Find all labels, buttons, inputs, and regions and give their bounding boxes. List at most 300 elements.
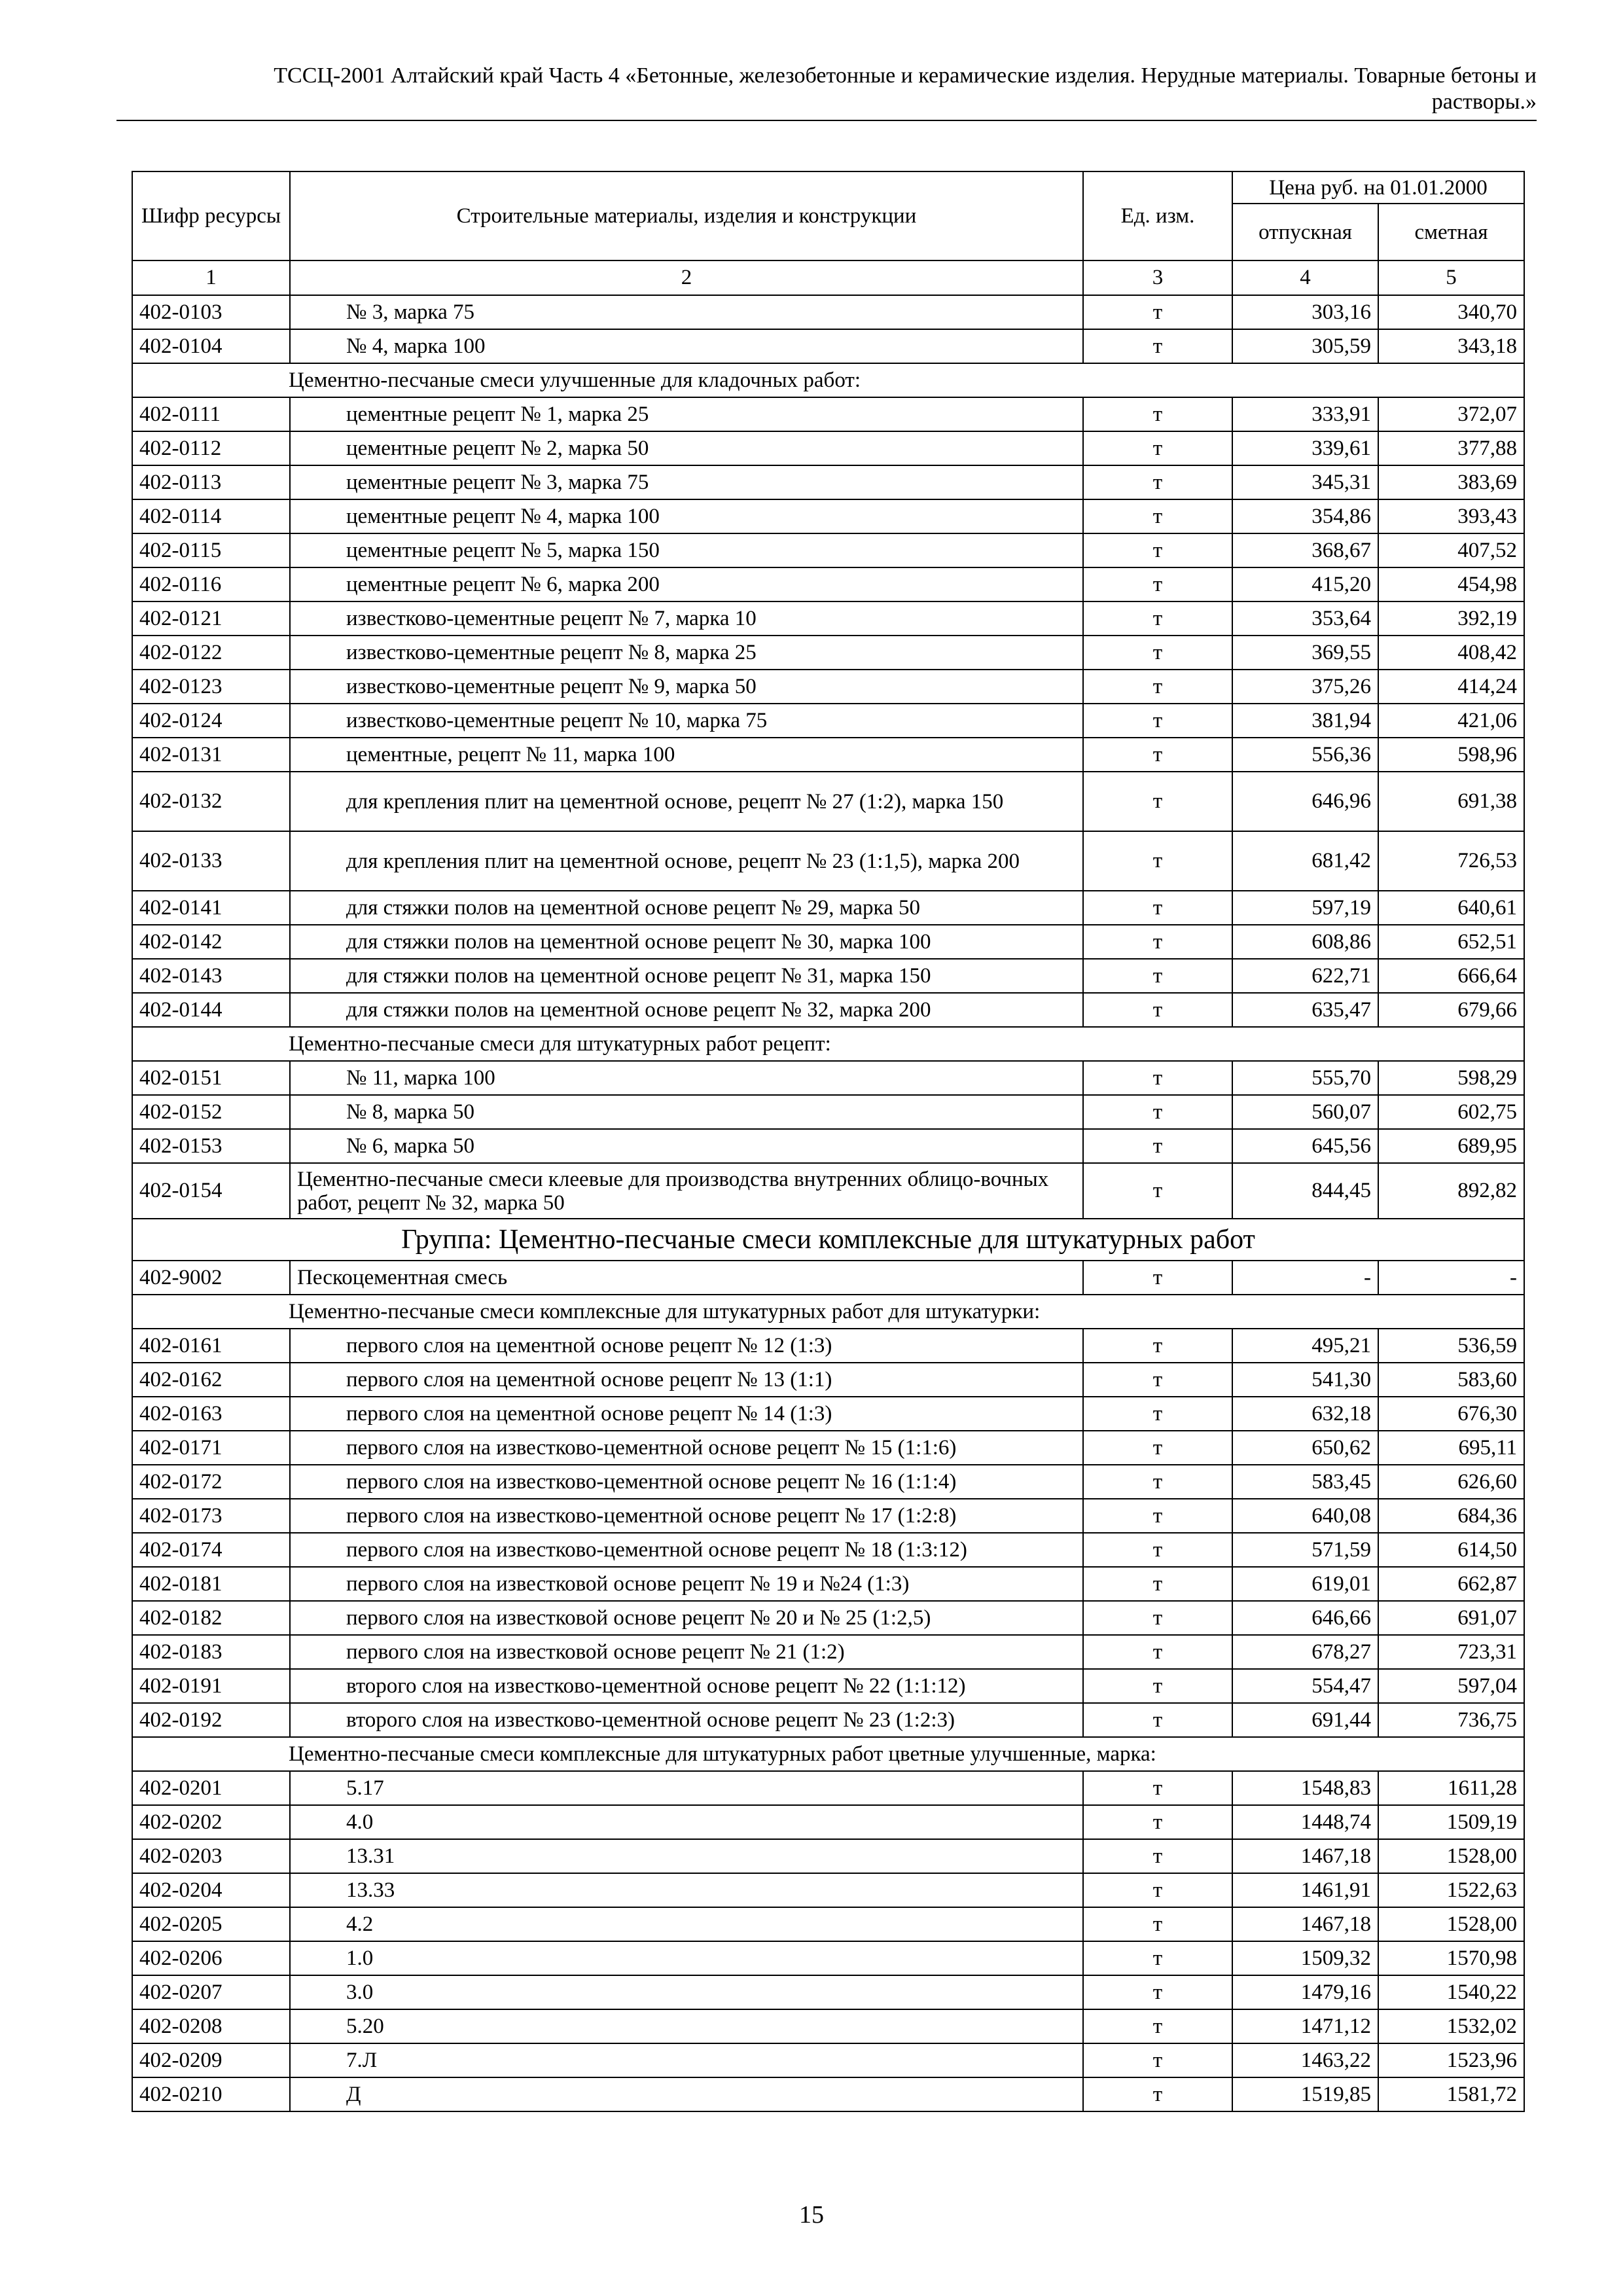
resource-code: 402-0174 — [132, 1533, 290, 1567]
price-release: 619,01 — [1232, 1567, 1378, 1601]
table-row — [132, 636, 1524, 670]
price-estimate: 626,60 — [1378, 1465, 1524, 1499]
price-release: 541,30 — [1232, 1363, 1378, 1397]
section-cell — [132, 1295, 1524, 1329]
unit: т — [1083, 567, 1232, 601]
material-name-text: Д — [346, 2083, 361, 2106]
material-name-text: цементные рецепт № 6, марка 200 — [346, 573, 660, 596]
price-estimate: 1528,00 — [1378, 1907, 1524, 1941]
unit: т — [1083, 1061, 1232, 1095]
price-estimate: 666,64 — [1378, 959, 1524, 993]
price-table — [132, 171, 1525, 2112]
col-number: 2 — [290, 260, 1083, 295]
price-release: 1509,32 — [1232, 1941, 1378, 1975]
table-row — [132, 1533, 1524, 1567]
price-estimate: 652,51 — [1378, 925, 1524, 959]
material-name-text: первого слоя на известковой основе рецепт № 21 (1:2) — [346, 1640, 845, 1664]
table-row — [132, 993, 1524, 1027]
resource-code: 402-0111 — [132, 397, 290, 431]
table-row — [132, 1095, 1524, 1129]
price-estimate: - — [1378, 1261, 1524, 1295]
resource-code: 402-0143 — [132, 959, 290, 993]
table-row — [132, 1669, 1524, 1703]
material-name — [290, 1669, 1083, 1703]
section-row — [132, 363, 1524, 397]
table-row — [132, 2043, 1524, 2077]
unit: т — [1083, 1873, 1232, 1907]
material-name — [290, 704, 1083, 738]
unit: т — [1083, 993, 1232, 1027]
price-release: 691,44 — [1232, 1703, 1378, 1737]
table-row — [132, 1805, 1524, 1839]
table-row — [132, 397, 1524, 431]
table-row — [132, 831, 1524, 891]
price-estimate: 736,75 — [1378, 1703, 1524, 1737]
price-release: 1461,91 — [1232, 1873, 1378, 1907]
unit: т — [1083, 2077, 1232, 2111]
material-name-text: известково-цементные рецепт № 7, марка 10 — [346, 607, 757, 630]
col-number: 3 — [1083, 260, 1232, 295]
table-row — [132, 1635, 1524, 1669]
material-name-text: второго слоя на известково-цементной основе рецепт № 22 (1:1:12) — [346, 1674, 966, 1698]
table-row — [132, 1363, 1524, 1397]
table-row — [132, 1703, 1524, 1737]
price-estimate: 340,70 — [1378, 295, 1524, 329]
material-name-text: первого слоя на известково-цементной основе рецепт № 17 (1:2:8) — [346, 1504, 957, 1528]
material-name — [290, 959, 1083, 993]
header-line-1: ТССЦ-2001 Алтайский край Часть 4 «Бетонные, железобетонные и керамические изделия. Нерудные материалы. Товарные бетоны и — [274, 63, 1537, 88]
material-name-text: для крепления плит на цементной основе, рецепт № 23 (1:1,5), марка 200 — [346, 849, 1020, 873]
price-release: 597,19 — [1232, 891, 1378, 925]
unit: т — [1083, 533, 1232, 567]
section-title: Цементно-песчаные смеси комплексные для штукатурных работ для штукатурки: — [289, 1299, 1041, 1323]
resource-code: 402-0114 — [132, 499, 290, 533]
resource-code: 402-0104 — [132, 329, 290, 363]
section-cell — [132, 363, 1524, 397]
material-name-text: 3.0 — [346, 1981, 374, 2004]
table-row — [132, 1567, 1524, 1601]
price-release: 571,59 — [1232, 1533, 1378, 1567]
material-name — [290, 670, 1083, 704]
table-row — [132, 1771, 1524, 1805]
section-title: Цементно-песчаные смеси комплексные для штукатурных работ цветные улучшенные, марка: — [289, 1742, 1156, 1766]
price-release: 381,94 — [1232, 704, 1378, 738]
material-name-text: первого слоя на известковой основе рецепт № 19 и №24 (1:3) — [346, 1572, 910, 1596]
material-name — [290, 1499, 1083, 1533]
resource-code: 402-0206 — [132, 1941, 290, 1975]
material-name-text: Цементно-песчаные смеси клеевые для производства внутренних облицо-вочных работ, рецепт № 32, марка 50 — [297, 1167, 1049, 1215]
price-release: 1467,18 — [1232, 1907, 1378, 1941]
table-row — [132, 1601, 1524, 1635]
material-name — [290, 1329, 1083, 1363]
table-body — [132, 295, 1524, 2111]
material-name-text: цементные рецепт № 4, марка 100 — [346, 505, 660, 528]
material-name — [290, 533, 1083, 567]
unit: т — [1083, 1163, 1232, 1219]
price-estimate: 676,30 — [1378, 1397, 1524, 1431]
table-row — [132, 1839, 1524, 1873]
table-row — [132, 959, 1524, 993]
price-estimate: 597,04 — [1378, 1669, 1524, 1703]
resource-code: 402-0103 — [132, 295, 290, 329]
price-release: 303,16 — [1232, 295, 1378, 329]
material-name-text: цементные рецепт № 2, марка 50 — [346, 437, 649, 460]
unit: т — [1083, 1567, 1232, 1601]
section-title: Цементно-песчаные смеси для штукатурных работ рецепт: — [289, 1031, 831, 1056]
header-code: Шифр ресурсы — [132, 171, 290, 260]
unit: т — [1083, 1465, 1232, 1499]
table-row — [132, 431, 1524, 465]
material-name-text: 5.20 — [346, 2015, 384, 2038]
price-estimate: 343,18 — [1378, 329, 1524, 363]
header-unit: Ед. изм. — [1083, 171, 1232, 260]
unit: т — [1083, 601, 1232, 636]
price-estimate: 1528,00 — [1378, 1839, 1524, 1873]
price-release: 339,61 — [1232, 431, 1378, 465]
price-estimate: 602,75 — [1378, 1095, 1524, 1129]
header-rule — [116, 120, 1537, 121]
table-row — [132, 1261, 1524, 1295]
resource-code: 402-0204 — [132, 1873, 290, 1907]
material-name — [290, 1941, 1083, 1975]
price-estimate: 892,82 — [1378, 1163, 1524, 1219]
unit: т — [1083, 1975, 1232, 2009]
resource-code: 402-0112 — [132, 431, 290, 465]
material-name — [290, 499, 1083, 533]
material-name — [290, 1873, 1083, 1907]
material-name — [290, 2009, 1083, 2043]
price-estimate: 536,59 — [1378, 1329, 1524, 1363]
unit: т — [1083, 772, 1232, 831]
material-name — [290, 1261, 1083, 1295]
material-name — [290, 993, 1083, 1027]
price-estimate: 679,66 — [1378, 993, 1524, 1027]
price-release: 333,91 — [1232, 397, 1378, 431]
table-row — [132, 2077, 1524, 2111]
table-row — [132, 1975, 1524, 2009]
table-row — [132, 772, 1524, 831]
unit: т — [1083, 704, 1232, 738]
unit: т — [1083, 1095, 1232, 1129]
resource-code: 402-0203 — [132, 1839, 290, 1873]
material-name-text: известково-цементные рецепт № 8, марка 25 — [346, 641, 757, 664]
table-row — [132, 295, 1524, 329]
resource-code: 402-0209 — [132, 2043, 290, 2077]
material-name-text: первого слоя на цементной основе рецепт № 14 (1:3) — [346, 1402, 832, 1426]
unit: т — [1083, 636, 1232, 670]
resource-code: 402-0124 — [132, 704, 290, 738]
page-number: 15 — [799, 2201, 824, 2229]
price-estimate: 421,06 — [1378, 704, 1524, 738]
unit: т — [1083, 1129, 1232, 1163]
price-release: 583,45 — [1232, 1465, 1378, 1499]
table-row — [132, 1465, 1524, 1499]
material-name — [290, 1095, 1083, 1129]
price-release: 1463,22 — [1232, 2043, 1378, 2077]
material-name-text: известково-цементные рецепт № 9, марка 50 — [346, 675, 757, 698]
material-name — [290, 772, 1083, 831]
material-name — [290, 397, 1083, 431]
unit: т — [1083, 465, 1232, 499]
material-name-text: 4.2 — [346, 1912, 374, 1936]
table-row — [132, 738, 1524, 772]
unit: т — [1083, 1601, 1232, 1635]
table-row — [132, 567, 1524, 601]
material-name-text: для стяжки полов на цементной основе рецепт № 29, марка 50 — [346, 896, 920, 920]
unit: т — [1083, 1261, 1232, 1295]
material-name-text: № 6, марка 50 — [346, 1134, 474, 1158]
material-name-text: первого слоя на известково-цементной основе рецепт № 16 (1:1:4) — [346, 1470, 957, 1494]
header-line-2: растворы.» — [1431, 90, 1537, 114]
material-name — [290, 1635, 1083, 1669]
unit: т — [1083, 1635, 1232, 1669]
resource-code: 402-0162 — [132, 1363, 290, 1397]
price-release: 415,20 — [1232, 567, 1378, 601]
price-estimate: 377,88 — [1378, 431, 1524, 465]
price-release: 369,55 — [1232, 636, 1378, 670]
price-estimate: 662,87 — [1378, 1567, 1524, 1601]
table-row — [132, 1941, 1524, 1975]
material-name — [290, 831, 1083, 891]
resource-code: 402-0142 — [132, 925, 290, 959]
price-release: 622,71 — [1232, 959, 1378, 993]
material-name-text: Пескоцементная смесь — [297, 1266, 508, 1289]
material-name — [290, 1567, 1083, 1601]
price-estimate: 372,07 — [1378, 397, 1524, 431]
material-name — [290, 925, 1083, 959]
price-estimate: 1509,19 — [1378, 1805, 1524, 1839]
price-estimate: 1540,22 — [1378, 1975, 1524, 2009]
price-release: 678,27 — [1232, 1635, 1378, 1669]
table-row — [132, 1129, 1524, 1163]
table-row — [132, 465, 1524, 499]
material-name — [290, 1975, 1083, 2009]
price-estimate: 726,53 — [1378, 831, 1524, 891]
resource-code: 402-0182 — [132, 1601, 290, 1635]
price-estimate: 383,69 — [1378, 465, 1524, 499]
resource-code: 402-0208 — [132, 2009, 290, 2043]
page-header — [116, 63, 1537, 115]
price-estimate: 1522,63 — [1378, 1873, 1524, 1907]
price-release: 345,31 — [1232, 465, 1378, 499]
resource-code: 402-0122 — [132, 636, 290, 670]
price-release: 635,47 — [1232, 993, 1378, 1027]
resource-code: 402-0116 — [132, 567, 290, 601]
price-estimate: 454,98 — [1378, 567, 1524, 601]
material-name — [290, 465, 1083, 499]
resource-code: 402-0152 — [132, 1095, 290, 1129]
price-estimate: 689,95 — [1378, 1129, 1524, 1163]
material-name — [290, 431, 1083, 465]
material-name-text: первого слоя на цементной основе рецепт № 12 (1:3) — [346, 1334, 832, 1357]
price-release: 646,66 — [1232, 1601, 1378, 1635]
resource-code: 402-0163 — [132, 1397, 290, 1431]
price-release: 560,07 — [1232, 1095, 1378, 1129]
resource-code: 402-0201 — [132, 1771, 290, 1805]
price-estimate: 695,11 — [1378, 1431, 1524, 1465]
price-release: 1548,83 — [1232, 1771, 1378, 1805]
material-name — [290, 1163, 1083, 1219]
price-estimate: 691,07 — [1378, 1601, 1524, 1635]
table-row — [132, 533, 1524, 567]
material-name-text: известково-цементные рецепт № 10, марка 75 — [346, 709, 768, 732]
table-row — [132, 1163, 1524, 1219]
price-release: 368,67 — [1232, 533, 1378, 567]
section-row — [132, 1295, 1524, 1329]
material-name — [290, 1363, 1083, 1397]
unit: т — [1083, 2009, 1232, 2043]
material-name-text: 4.0 — [346, 1810, 374, 1834]
price-estimate: 392,19 — [1378, 601, 1524, 636]
material-name — [290, 1907, 1083, 1941]
unit: т — [1083, 1363, 1232, 1397]
unit: т — [1083, 2043, 1232, 2077]
resource-code: 402-0131 — [132, 738, 290, 772]
price-release: 353,64 — [1232, 601, 1378, 636]
material-name-text: второго слоя на известково-цементной основе рецепт № 23 (1:2:3) — [346, 1708, 955, 1732]
table-row — [132, 1873, 1524, 1907]
table-row — [132, 2009, 1524, 2043]
material-name — [290, 1061, 1083, 1095]
material-name — [290, 295, 1083, 329]
table-row — [132, 891, 1524, 925]
material-name — [290, 891, 1083, 925]
section-cell — [132, 1737, 1524, 1771]
material-name-text: первого слоя на цементной основе рецепт № 13 (1:1) — [346, 1368, 832, 1391]
header-price-estimate: сметная — [1378, 204, 1524, 260]
material-name — [290, 1129, 1083, 1163]
price-release: - — [1232, 1261, 1378, 1295]
unit: т — [1083, 329, 1232, 363]
price-estimate: 393,43 — [1378, 499, 1524, 533]
unit: т — [1083, 1431, 1232, 1465]
unit: т — [1083, 1533, 1232, 1567]
unit: т — [1083, 1329, 1232, 1363]
unit: т — [1083, 831, 1232, 891]
price-estimate: 614,50 — [1378, 1533, 1524, 1567]
unit: т — [1083, 1703, 1232, 1737]
material-name-text: цементные рецепт № 3, марка 75 — [346, 471, 649, 494]
unit: т — [1083, 1771, 1232, 1805]
unit: т — [1083, 959, 1232, 993]
resource-code: 402-0192 — [132, 1703, 290, 1737]
price-estimate: 598,29 — [1378, 1061, 1524, 1095]
section-row — [132, 1737, 1524, 1771]
price-estimate: 1611,28 — [1378, 1771, 1524, 1805]
unit: т — [1083, 1669, 1232, 1703]
price-estimate: 640,61 — [1378, 891, 1524, 925]
resource-code: 402-0132 — [132, 772, 290, 831]
group-row — [132, 1219, 1524, 1261]
material-name-text: для стяжки полов на цементной основе рецепт № 31, марка 150 — [346, 964, 931, 988]
col-number: 4 — [1232, 260, 1378, 295]
section-title: Цементно-песчаные смеси улучшенные для кладочных работ: — [289, 368, 861, 392]
unit: т — [1083, 925, 1232, 959]
material-name — [290, 1465, 1083, 1499]
resource-code: 402-0113 — [132, 465, 290, 499]
price-release: 375,26 — [1232, 670, 1378, 704]
material-name — [290, 329, 1083, 363]
resource-code: 402-0144 — [132, 993, 290, 1027]
price-estimate: 407,52 — [1378, 533, 1524, 567]
material-name-text: № 3, марка 75 — [346, 300, 474, 324]
section-row — [132, 1027, 1524, 1061]
material-name-text: 13.31 — [346, 1844, 395, 1868]
price-release: 646,96 — [1232, 772, 1378, 831]
price-release: 1448,74 — [1232, 1805, 1378, 1839]
material-name — [290, 1431, 1083, 1465]
price-release: 555,70 — [1232, 1061, 1378, 1095]
table-row — [132, 1431, 1524, 1465]
unit: т — [1083, 1805, 1232, 1839]
unit: т — [1083, 295, 1232, 329]
table-row — [132, 329, 1524, 363]
material-name — [290, 1601, 1083, 1635]
price-estimate: 598,96 — [1378, 738, 1524, 772]
unit: т — [1083, 1397, 1232, 1431]
price-release: 650,62 — [1232, 1431, 1378, 1465]
table-row — [132, 704, 1524, 738]
material-name-text: цементные, рецепт № 11, марка 100 — [346, 743, 675, 766]
material-name — [290, 1397, 1083, 1431]
table-row — [132, 1061, 1524, 1095]
resource-code: 402-0210 — [132, 2077, 290, 2111]
unit: т — [1083, 670, 1232, 704]
unit: т — [1083, 431, 1232, 465]
material-name-text: для крепления плит на цементной основе, рецепт № 27 (1:2), марка 150 — [346, 789, 1004, 814]
table-row — [132, 1329, 1524, 1363]
unit: т — [1083, 1907, 1232, 1941]
price-release: 305,59 — [1232, 329, 1378, 363]
price-release: 556,36 — [1232, 738, 1378, 772]
header-price-release: отпускная — [1232, 204, 1378, 260]
price-release: 1519,85 — [1232, 2077, 1378, 2111]
material-name — [290, 2077, 1083, 2111]
material-name — [290, 1771, 1083, 1805]
resource-code: 402-0151 — [132, 1061, 290, 1095]
unit: т — [1083, 1839, 1232, 1873]
resource-code: 402-0123 — [132, 670, 290, 704]
price-estimate: 684,36 — [1378, 1499, 1524, 1533]
material-name-text: цементные рецепт № 1, марка 25 — [346, 403, 649, 426]
material-name-text: для стяжки полов на цементной основе рецепт № 32, марка 200 — [346, 998, 931, 1022]
price-estimate: 723,31 — [1378, 1635, 1524, 1669]
header-price-group: Цена руб. на 01.01.2000 — [1232, 171, 1524, 204]
material-name — [290, 1703, 1083, 1737]
unit: т — [1083, 397, 1232, 431]
price-release: 1467,18 — [1232, 1839, 1378, 1873]
price-estimate: 1570,98 — [1378, 1941, 1524, 1975]
material-name-text: первого слоя на известково-цементной основе рецепт № 18 (1:3:12) — [346, 1538, 967, 1562]
material-name-text: № 4, марка 100 — [346, 334, 486, 358]
price-estimate: 691,38 — [1378, 772, 1524, 831]
resource-code: 402-9002 — [132, 1261, 290, 1295]
resource-code: 402-0171 — [132, 1431, 290, 1465]
col-number: 5 — [1378, 260, 1524, 295]
material-name — [290, 1839, 1083, 1873]
unit: т — [1083, 891, 1232, 925]
price-estimate: 1532,02 — [1378, 2009, 1524, 2043]
resource-code: 402-0133 — [132, 831, 290, 891]
material-name — [290, 2043, 1083, 2077]
resource-code: 402-0181 — [132, 1567, 290, 1601]
price-release: 1479,16 — [1232, 1975, 1378, 2009]
material-name — [290, 738, 1083, 772]
unit: т — [1083, 1941, 1232, 1975]
price-release: 844,45 — [1232, 1163, 1378, 1219]
price-estimate: 414,24 — [1378, 670, 1524, 704]
price-release: 645,56 — [1232, 1129, 1378, 1163]
